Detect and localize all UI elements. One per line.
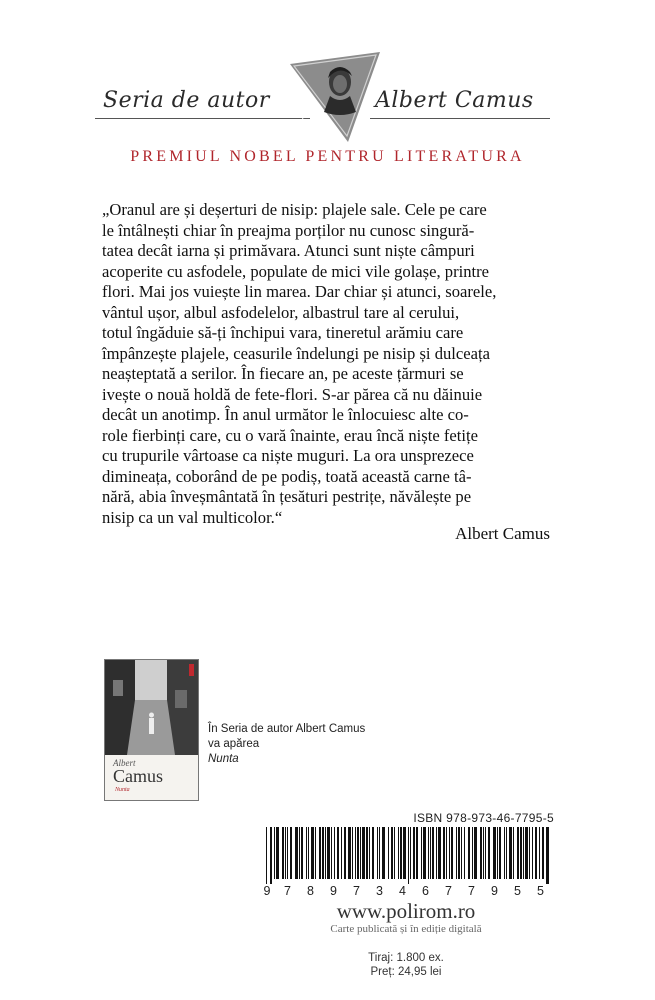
barcode-bar [488, 827, 490, 879]
barcode-bar [377, 827, 378, 879]
barcode-bar [299, 827, 300, 879]
series-author-label: Albert Camus [375, 88, 534, 113]
barcode-bar [357, 827, 359, 879]
barcode-bar [451, 827, 453, 879]
barcode-digit: 7 [284, 884, 291, 898]
barcode-bar [290, 827, 292, 879]
series-label: Seria de autor [103, 88, 270, 113]
barcode-digit: 7 [353, 884, 360, 898]
barcode-bar [416, 827, 418, 879]
barcode-bar [485, 827, 486, 879]
barcode-digit: 6 [422, 884, 429, 898]
barcode-digit: 7 [445, 884, 452, 898]
cover-title: Nunta [115, 787, 130, 793]
barcode-bar [306, 827, 307, 879]
barcode-bar [362, 827, 365, 879]
barcode-bar [400, 827, 402, 879]
barcode-bar [366, 827, 368, 879]
barcode-bar [355, 827, 356, 879]
barcode-bar [430, 827, 431, 879]
barcode-bar [285, 827, 286, 879]
barcode-bar [410, 827, 411, 879]
barcode-bar [546, 827, 549, 884]
barcode-bar [438, 827, 441, 879]
series-header [0, 0, 655, 180]
barcode-bar [311, 827, 314, 879]
price: Preț: 24,95 lei [370, 966, 442, 978]
quote-line: flori. Mai jos vuiește lin marea. Dar chiar și atunci, soarele, [102, 282, 497, 301]
barcode-bar [315, 827, 316, 879]
barcode-bar [458, 827, 460, 879]
barcode-bar [432, 827, 434, 879]
quote-line: acoperite cu asfodele, populate de mici vile golașe, printre [102, 261, 490, 281]
barcode-image [258, 827, 554, 884]
isbn-text: ISBN 978-973-46-7795-5 [413, 811, 554, 825]
nobel-prize-line: PREMIUL NOBEL PENTRU LITERATURA [130, 148, 525, 165]
barcode-bar [388, 827, 389, 879]
quote-line: împânzește plajele, ceasurile îndelungi pe nisip și dulceața [102, 343, 490, 363]
barcode-bar [337, 827, 339, 879]
digital-edition-note: Carte publicată și în ediție digitală [330, 923, 482, 935]
barcode-bar [372, 827, 374, 879]
barcode-bar [394, 827, 395, 879]
barcode-bar [421, 827, 422, 879]
barcode-digit: 9 [330, 884, 337, 898]
barcode-bar [428, 827, 429, 879]
barcode-bar [301, 827, 303, 879]
cover-author-last: Camus [113, 766, 164, 786]
barcode-bar [423, 827, 426, 879]
barcode-bar [517, 827, 519, 879]
barcode-digit: 3 [376, 884, 383, 898]
quote-line: neașteptată a serilor. În fiecare an, pe aceste țărmuri se [102, 364, 464, 383]
header-rule-left [95, 118, 310, 119]
quote-text [102, 200, 552, 528]
barcode-bar [456, 827, 457, 879]
quote-line: le întâlnești chiar în preajma porților nu cunosc singură- [102, 220, 475, 240]
barcode-bar [341, 827, 342, 879]
barcode-bar [282, 827, 284, 879]
barcode-bar [360, 827, 361, 879]
barcode-bar [334, 827, 335, 879]
barcode-bar [506, 827, 507, 879]
upcoming-series-line: În Seria de autor Albert Camus [208, 723, 366, 735]
barcode-bar [391, 827, 393, 879]
barcode-bar [319, 827, 321, 879]
barcode-bar [446, 827, 447, 879]
barcode-bar [542, 827, 544, 879]
barcode-bar [266, 827, 267, 884]
barcode-digit: 4 [399, 884, 406, 898]
barcode-bar [413, 827, 415, 879]
quote-line: nără, abia înveșmântată în țesături pestrițe, năvălește pe [102, 487, 472, 506]
barcode-bar [270, 827, 272, 884]
barcode-digit: 7 [468, 884, 475, 898]
barcode-bar [348, 827, 351, 879]
barcode-bar [308, 827, 309, 879]
header-rule-right [370, 118, 550, 119]
upcoming-will-appear: va apărea [208, 738, 260, 750]
barcode-bar [369, 827, 370, 879]
author-portrait-triangle [290, 52, 380, 144]
quote-line: „Oranul are și deșerturi de nisip: plajele sale. Cele pe care [102, 200, 487, 219]
quote-line: decât un anotimp. În anul următor le înlocuiesc alte co- [102, 405, 469, 424]
barcode-bar [327, 827, 330, 879]
barcode-bar [472, 827, 473, 879]
barcode-bar [436, 827, 437, 879]
barcode-bar [497, 827, 498, 879]
barcode-digits [258, 884, 554, 898]
barcode-bar [529, 827, 530, 879]
barcode-bar [276, 827, 279, 879]
upcoming-title: Nunta [208, 753, 239, 765]
barcode-digit: 9 [263, 884, 271, 898]
quote-line: tatea decât iarna și primăvara. Atunci sunt niște câmpuri [102, 241, 475, 260]
barcode-bar [535, 827, 537, 879]
barcode-bar [474, 827, 477, 879]
barcode-digit: 9 [491, 884, 498, 898]
quote-author: Albert Camus [455, 524, 550, 543]
barcode-bar [287, 827, 288, 879]
print-run: Tiraj: 1.800 ex. [368, 952, 444, 964]
barcode-digit: 5 [537, 884, 544, 898]
barcode-bar [408, 827, 409, 884]
barcode-bar [449, 827, 450, 879]
barcode-bar [295, 827, 298, 879]
barcode-bar [493, 827, 496, 879]
barcode-bar [322, 827, 324, 879]
quote-line: cu trupurile vârtoase ca niște muguri. La ora unsprezece [102, 446, 474, 465]
barcode-bar [509, 827, 512, 879]
quote-line: dimineața, coborând de pe podiș, toată această carne tâ- [102, 466, 472, 486]
upcoming-book-note [208, 722, 365, 767]
quote-line: vântul ușor, albul asfodelelor, albastrul tare al cerului, [102, 302, 460, 322]
barcode-bar [325, 827, 326, 879]
book-cover-thumbnail [104, 659, 199, 801]
barcode-bar [382, 827, 385, 879]
barcode-bar [464, 827, 465, 879]
cover-author-first: Albert [113, 758, 136, 768]
quote-line: ivește o nouă holdă de fete-flori. S-ar părea că nu dăinuie [102, 384, 483, 404]
publisher-website: www.polirom.ro [336, 899, 476, 923]
barcode-bar [523, 827, 524, 879]
barcode-bar [483, 827, 484, 879]
barcode-bar [480, 827, 482, 879]
barcode-bar [461, 827, 462, 879]
quote-line-last: nisip ca un val multicolor.“ [102, 507, 283, 527]
barcode-bar [403, 827, 406, 879]
barcode-bar [513, 827, 514, 879]
barcode-bar [274, 827, 275, 879]
barcode-bar [520, 827, 522, 879]
barcode-digit: 8 [307, 884, 314, 898]
barcode-digit: 5 [514, 884, 521, 898]
barcode-bar [443, 827, 445, 879]
barcode-bar [344, 827, 346, 879]
barcode-bar [504, 827, 505, 879]
barcode-bar [499, 827, 501, 879]
quote-line: role fierbinți care, cu o vară înainte, erau încă niște fetițe [102, 425, 478, 445]
barcode-bar [468, 827, 470, 879]
barcode-bar [532, 827, 533, 879]
barcode-bar [379, 827, 380, 879]
barcode-bar [525, 827, 528, 879]
quote-line: totul îngăduie să-ți închipui vara, tineretul arămiu care [102, 323, 464, 342]
barcode-bar [398, 827, 399, 879]
barcode-bar [331, 827, 332, 879]
barcode-bar [539, 827, 540, 879]
barcode-bar [352, 827, 353, 879]
